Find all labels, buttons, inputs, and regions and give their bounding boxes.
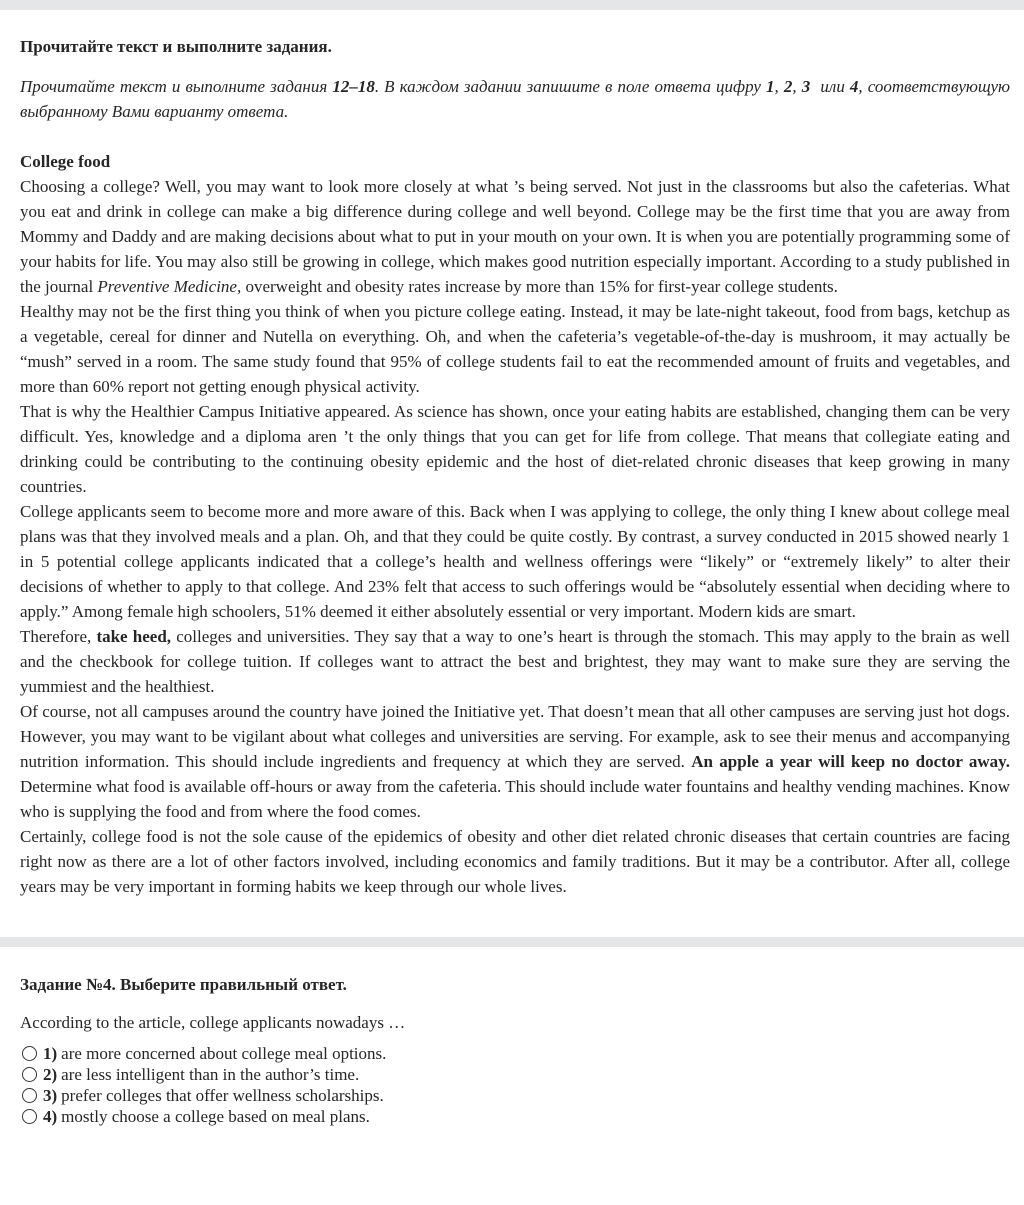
instruction-digit: 1 [766,77,775,96]
option-text: mostly choose a college based on meal plans. [61,1107,370,1126]
instruction-text: , соответствующую выбранному Вами варианту ответа. [20,77,1010,121]
article-title: College food [20,152,111,171]
task-title: Задание №4. Выберите правильный ответ. [20,975,347,994]
option-text: are less intelligent than in the author’s time. [61,1065,360,1084]
task-section [0,947,1024,1127]
paragraph-text: colleges and universities. They say that a way to one’s heart is through the stomach. This may apply to the brain as well and the checkbook for college tuition. If colleges want to attract the best and brightest, they may want to make sure they are serving the yummiest and the healthiest. [20,627,1010,696]
instruction-digit: 3 [801,77,811,96]
option-text: prefer colleges that offer wellness scholarships. [61,1086,384,1105]
task-instruction [20,74,1010,124]
option-number: 4) [43,1107,58,1126]
journal-name: Preventive Medicine, [97,277,242,296]
article-paragraph-6 [20,699,1010,824]
article-paragraph-5 [20,624,1010,699]
instruction-text: , [792,77,802,96]
article-paragraph-7: Certainly, college food is not the sole cause of the epidemics of obesity and other diet related chronic diseases that certain countries are facing right now as there are a lot of other factors involved, including economics and family traditions. But it may be a contributor. After all, college years may be very important in forming habits we keep through our whole lives. [20,827,1010,896]
option-number: 2) [43,1065,58,1084]
bold-phrase: take heed, [96,627,172,646]
article-paragraph-2: Healthy may not be the first thing you think of when you picture college eating. Instead, it may be late-night takeout, food from bags, ketchup as a vegetable, cereal for dinner and Nutella on everything. Oh, and when the cafeteria’s vegetable-of-the-day is mushroom, it may actually be “mush” served in a room. The same study found that 95% of college students fail to eat the recommended amount of fruits and vegetables, and more than 60% report not getting enough physical activity. [20,302,1010,396]
instruction-text: или [810,77,850,96]
instruction-text: , [774,77,784,96]
top-divider-bar [0,0,1024,10]
answer-option-2[interactable] [20,1064,1010,1085]
bold-phrase: An apple a year will keep no doctor away. [691,752,1010,771]
paragraph-text: Determine what food is available off-hours or away from the cafeteria. This should include water fountains and healthy vending machines. Know who is supplying the food and from where the food comes. [20,777,1010,821]
radio-button[interactable] [22,1046,37,1061]
answer-option-1[interactable] [20,1043,1010,1064]
paragraph-text: overweight and obesity rates increase by more than 15% for first-year college students. [241,277,838,296]
instruction-range: 12–18 [332,77,375,96]
section-divider-bar [0,937,1024,947]
article-paragraph-1 [20,174,1010,299]
instruction-digit: 2 [783,77,793,96]
paragraph-text: Therefore, [20,627,97,646]
question-text: According to the article, college applicants nowadays … [20,1013,406,1032]
instruction-text: Прочитайте текст и выполните задания [20,77,333,96]
radio-button[interactable] [22,1067,37,1082]
article-paragraph-4: College applicants seem to become more and more aware of this. Back when I was applying to college, the only thing I knew about college meal plans was that they involved meals and a plan. Oh, and that they could be quite costly. By contrast, a survey conducted in 2015 showed nearly 1 in 5 potential college applicants indicated that a college’s health and wellness offerings were “likely” or “extremely likely” to alter their decisions of whether to apply to that college. And 23% felt that access to such offerings would be “absolutely essential when deciding where to apply.” Among female high schoolers, 51% deemed it either absolutely essential or very important. Modern kids are smart. [20,502,1010,621]
instruction-digit: 4 [849,77,859,96]
option-text: are more concerned about college meal options. [61,1044,387,1063]
passage-header: Прочитайте текст и выполните задания. [20,37,332,56]
radio-button[interactable] [22,1088,37,1103]
answer-option-3[interactable] [20,1085,1010,1106]
article-paragraph-3: That is why the Healthier Campus Initiative appeared. As science has shown, once your eating habits are established, changing them can be very difficult. Yes, knowledge and a diploma aren ’t the only things that you can get for life from college. That means that collegiate eating and drinking could be contributing to the continuing obesity epidemic and the host of diet-related chronic diseases that keep growing in many countries. [20,402,1010,496]
radio-button[interactable] [22,1109,37,1124]
instruction-text: . В каждом задании запишите в поле ответа цифру [374,77,767,96]
option-number: 1) [43,1044,58,1063]
option-number: 3) [43,1086,58,1105]
paragraph-text: Of course, not all campuses around the country have joined the Initiative yet. That doesn’t mean that all other campuses are serving just hot dogs. However, you may want to be vigilant about what colleges and universities are serving. For example, ask to see their menus and accompanying nutrition information. This should include ingredients and frequency at which they are served. [20,702,1010,771]
reading-passage [0,10,1024,899]
answer-option-4[interactable] [20,1106,1010,1127]
paragraph-text: Choosing a college? Well, you may want to look more closely at what ’s being served. Not just in the classrooms but also the cafeterias. What you eat and drink in college can make a big difference during college and well beyond. College may be the first time that you are away from Mommy and Daddy and are making decisions about what to put in your mouth on your own. It is when you are potentially programming some of your habits for life. You may also still be growing in college, which makes good nutrition especially important. According to a study published in the journal [20,177,1010,296]
